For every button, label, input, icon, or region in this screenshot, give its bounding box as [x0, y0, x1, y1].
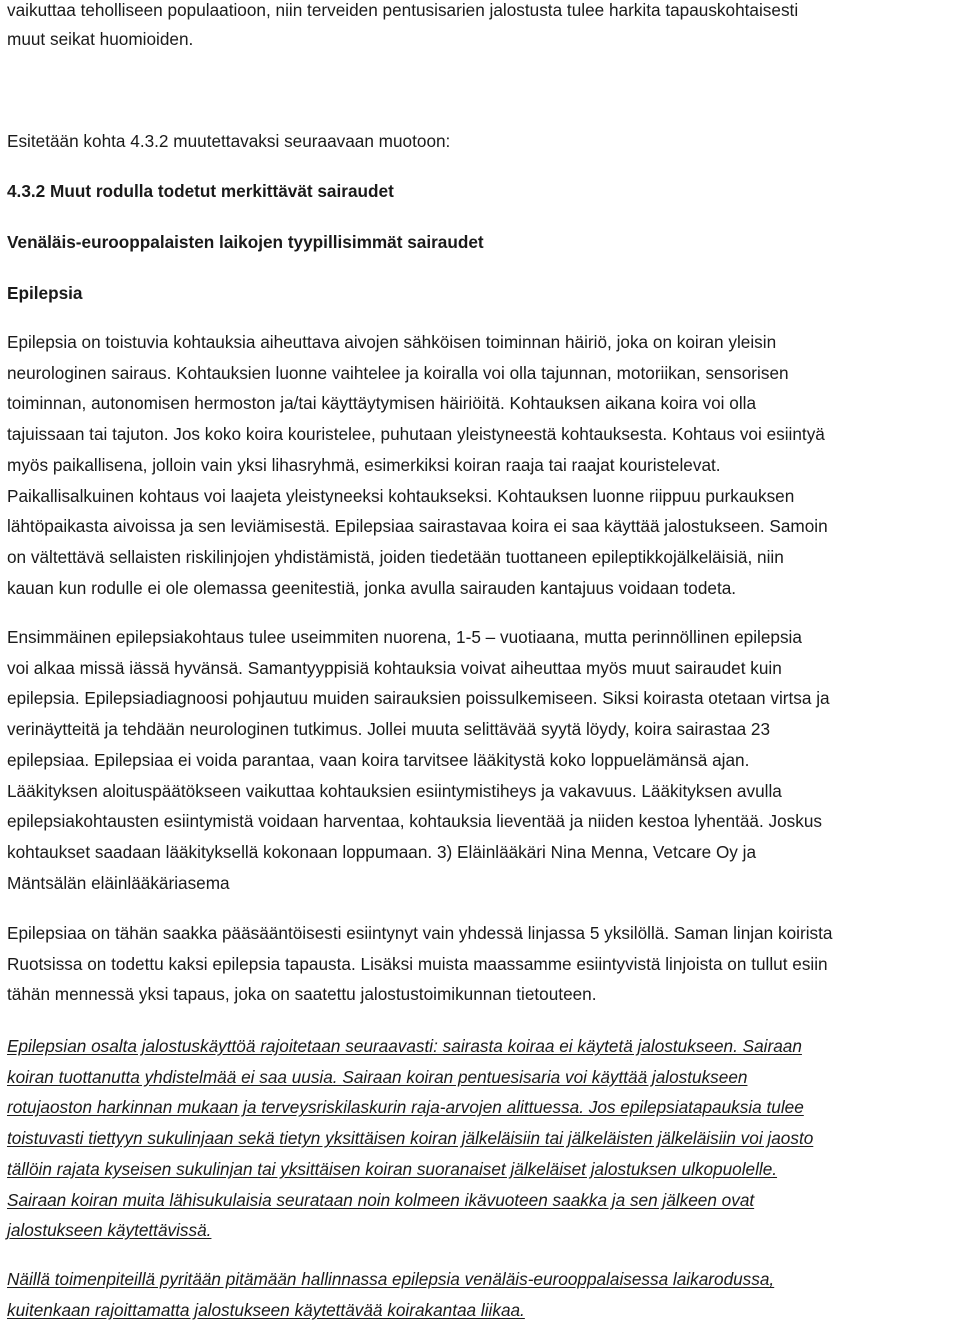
paragraph-1-line: on vältettävä sellaisten riskilinjojen yhdistämistä, joiden tiedetään tuottaneen epileptikkojälkeläisiä, niin — [7, 546, 784, 567]
intro-paragraph — [7, 0, 798, 54]
paragraph-1-line: kauan kun rodulle ei ole olemassa geenitestiä, jonka avulla sairauden kantajuus voidaan todeta. — [7, 577, 737, 598]
paragraph-2 — [7, 622, 830, 898]
paragraph-4-line: Sairaan koiran muita lähisukulaisia seurataan noin kolmeen ikävuoteen saakka ja sen jälkeen ovat — [7, 1189, 755, 1210]
paragraph-2-line: epilepsiakohtausten esiintymistä voidaan harventaa, kohtauksia lieventää ja niiden kestoa lyhentää. Joskus — [7, 811, 823, 832]
proposal-text: Esitetään kohta 4.3.2 muutettavaksi seuraavaan muotoon: — [7, 131, 451, 151]
paragraph-1-line: tajuissaan tai tajuton. Jos koko koira kouristelee, puhutaan yleistyneestä kohtauksesta. Kohtaus voi esiintyä — [7, 424, 825, 445]
paragraph-1-line: myös paikallisena, jolloin vain yksi lihasryhmä, esimerkiksi koiran raaja tai raajat kouristelevat. — [7, 454, 721, 475]
paragraph-4-line: tällöin rajata kyseisen sukulinjan tai yksittäisen koiran suoranaiset jälkeläiset jalostuksen ulkopuolelle. — [7, 1158, 778, 1179]
topic-heading: Epilepsia — [7, 283, 83, 303]
paragraph-3-line: tähän mennessä yksi tapaus, joka on saatettu jalostustoimikunnan tietouteen. — [7, 984, 597, 1005]
paragraph-1-line: Paikallisalkuinen kohtaus voi laajeta yleistyneeksi kohtaukseksi. Kohtauksen luonne riippuu purkauksen — [7, 485, 795, 506]
paragraph-4-line: rotujaoston harkinnan mukaan ja terveysriskilaskurin raja-arvojen alittuessa. Jos epilepsiatapauksia tulee — [7, 1097, 804, 1118]
paragraph-1-line: lähtöpaikasta aivoissa ja sen leviämisestä. Epilepsiaa sairastavaa koira ei saa käyttää jalostukseen. Samoin — [7, 516, 828, 537]
section-heading: 4.3.2 Muut rodulla todetut merkittävät sairaudet — [7, 181, 394, 201]
paragraph-4-line: jalostukseen käytettävissä. — [7, 1220, 212, 1241]
paragraph-1-line: Epilepsia on toistuvia kohtauksia aiheuttava aivojen sähköisen toiminnan häiriö, joka on koiran yleisin — [7, 332, 777, 352]
paragraph-2-line: Ensimmäinen epilepsiakohtaus tulee useimmiten nuorena, 1-5 – vuotiaana, mutta perinnöllinen epilepsia — [7, 627, 802, 647]
intro-line-2: muut seikat huomioiden. — [7, 29, 194, 49]
paragraph-2-line: Mäntsälän eläinlääkäriasema — [7, 872, 230, 893]
paragraph-3 — [7, 918, 832, 1010]
paragraph-1 — [7, 327, 828, 603]
paragraph-2-line: verinäytteitä ja tehdään neurologinen tutkimus. Jollei muuta selittävää syytä löydy, koira sairastaa 23 — [7, 719, 771, 740]
paragraph-5 — [7, 1264, 774, 1325]
paragraph-2-line: Lääkityksen aloituspäätökseen vaikuttaa kohtauksien esiintymistiheys ja vakavuus. Lääkityksen avulla — [7, 780, 782, 801]
paragraph-5-line: Näillä toimenpiteillä pyritään pitämään hallinnassa epilepsia venäläis-eurooppalaisessa laikarodussa, — [7, 1269, 775, 1289]
paragraph-4-line: toistuvasti tiettyyn sukulinjaan sekä tietyn yksittäisen koiran jälkeläisiin tai jälkeläisten jälkeläisiin voi jaosto — [7, 1128, 814, 1149]
paragraph-4 — [7, 1031, 813, 1246]
paragraph-4-line: koiran tuottanutta yhdistelmää ei saa uusia. Sairaan koiran pentuesisaria voi käyttää jalostukseen — [7, 1066, 748, 1087]
subsection-heading: Venäläis-eurooppalaisten laikojen tyypillisimmät sairaudet — [7, 232, 484, 252]
paragraph-4-line: Epilepsian osalta jalostuskäyttöä rajoitetaan seuraavasti: sairasta koiraa ei käytetä jalostukseen. Sairaan — [7, 1036, 802, 1056]
paragraph-1-line: toiminnan, autonomisen hermoston ja/tai käyttäytymisen häiriöitä. Kohtauksen aikana koira voi olla — [7, 393, 757, 414]
paragraph-1-line: neurologinen sairaus. Kohtauksien luonne vaihtelee ja koiralla voi olla tajunnan, motoriikan, sensorisen — [7, 362, 789, 383]
paragraph-5-line: kuitenkaan rajoittamatta jalostukseen käytettävää koirakantaa liikaa. — [7, 1299, 525, 1320]
paragraph-2-line: epilepsiaa. Epilepsiaa ei voida parantaa, vaan koira tarvitsee lääkitystä koko loppuelämänsä ajan. — [7, 749, 750, 770]
paragraph-3-line: Ruotsissa on todettu kaksi epilepsia tapausta. Lisäksi muista maassamme esiintyvistä linjoista on tullut esiin — [7, 953, 828, 974]
paragraph-2-line: voi alkaa missä iässä hyvänsä. Samantyyppisiä kohtauksia voivat aiheuttaa myös muut sairaudet kuin — [7, 657, 782, 678]
paragraph-3-line: Epilepsiaa on tähän saakka pääsääntöisesti esiintynyt vain yhdessä linjassa 5 yksilöllä. Saman linjan koirista — [7, 923, 833, 943]
paragraph-2-line: epilepsia. Epilepsiadiagnoosi pohjautuu muiden sairauksien poissulkemiseen. Siksi koirasta otetaan virtsa ja — [7, 688, 830, 709]
paragraph-2-line: kohtaukset saadaan lääkityksellä kokonaan loppumaan. 3) Eläinlääkäri Nina Menna, Vetcare Oy ja — [7, 841, 757, 862]
intro-line-1: vaikuttaa teholliseen populaatioon, niin terveiden pentusisarien jalostusta tulee harkita tapauskohtaisesti — [7, 0, 799, 20]
